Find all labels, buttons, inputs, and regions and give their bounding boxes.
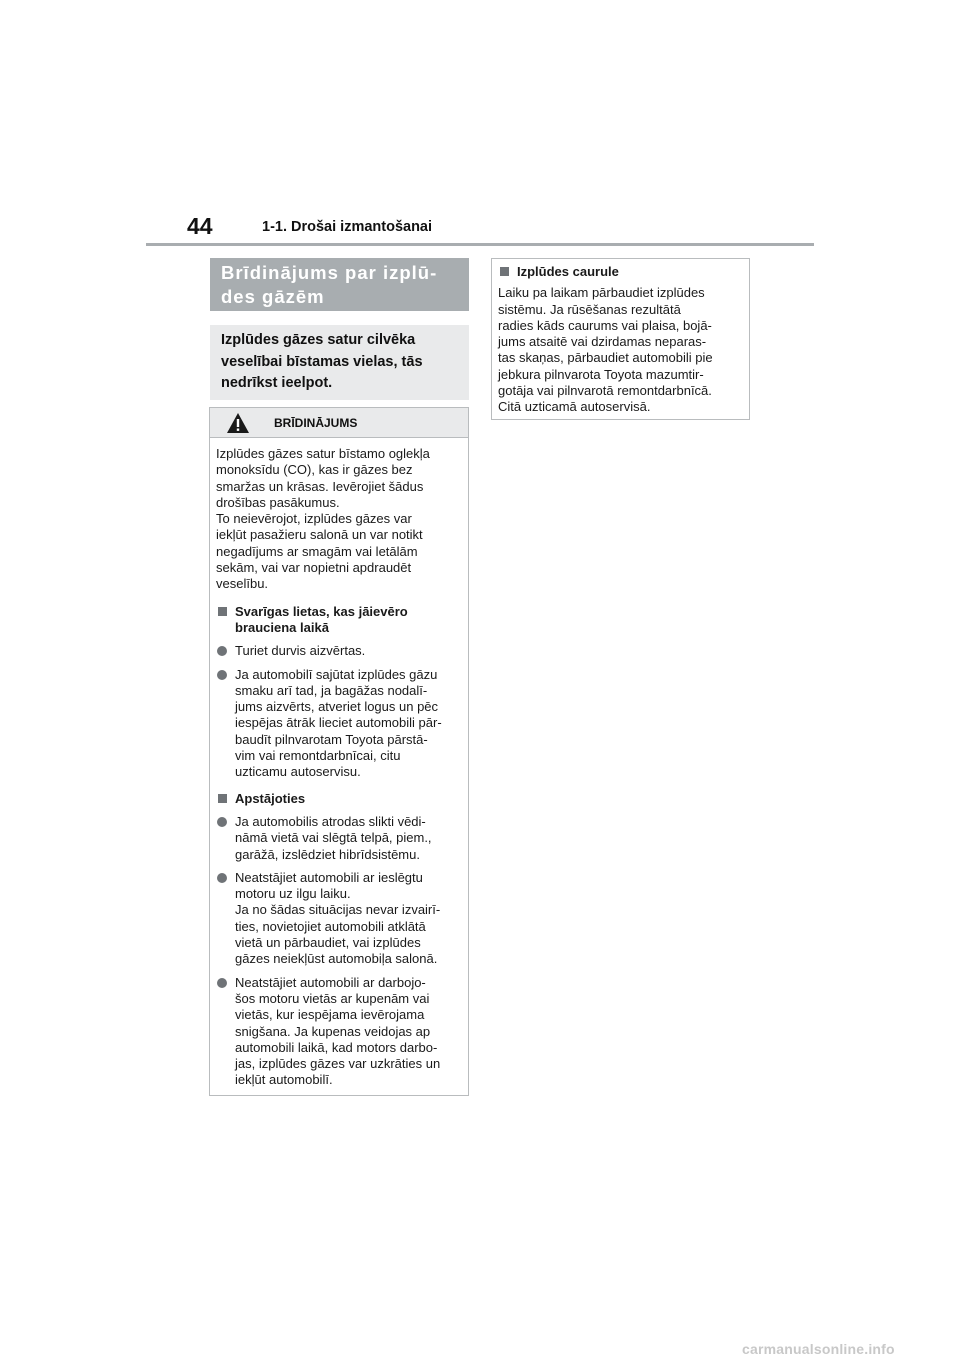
text-line: jums aizvērts, atveriet logus un pēc [235, 699, 439, 715]
text-line: Citā uzticamā autoservisā. [498, 399, 651, 415]
text-line: baudīt pilnvarotam Toyota pārstā- [235, 731, 428, 747]
warning-body [210, 438, 468, 1089]
text-line: iekļūt automobilī. [235, 1072, 333, 1088]
text-line: jebkura pilnvarota Toyota mazumtir- [498, 366, 704, 382]
text-line: Svarīgas lietas, kas jāievēro [235, 603, 408, 619]
list-item [216, 643, 462, 659]
warning-box [209, 407, 469, 1096]
header-divider [146, 243, 814, 246]
text-line: negadījums ar smagām vai letālām [216, 543, 418, 559]
text-line: šos motoru vietās ar kupenām vai [235, 990, 430, 1006]
lead-line: nedrīkst ieelpot. [221, 375, 333, 391]
square-bullet-icon [218, 794, 227, 803]
section-title: 1-1. Drošai izmantošanai [262, 219, 433, 235]
text-line: ties, novietojiet automobili atklātā [235, 918, 426, 934]
sub-heading [216, 604, 462, 637]
sub-heading [216, 791, 462, 807]
lead-line: veselībai bīstamas vielas, tās [221, 353, 423, 370]
topic-title-line: des gāzēm [221, 286, 325, 307]
square-bullet-icon [218, 607, 227, 616]
text-line: sekām, vai var nopietni apdraudēt [216, 560, 412, 576]
text-line: gāzes neiekļūst automobiļa salonā. [235, 951, 438, 967]
watermark: carmanualsonline.info [742, 1341, 895, 1357]
text-line: Ja automobilī sajūtat izplūdes gāzu [235, 666, 438, 682]
text-line: snigšana. Ja kupenas veidojas ap [235, 1023, 431, 1039]
square-bullet-icon [500, 267, 509, 276]
text-line: veselību. [216, 576, 269, 592]
text-line: automobili laikā, kad motors darbo- [235, 1039, 438, 1055]
text-line: iekļūt pasažieru salonā un var notikt [216, 527, 423, 543]
text-line: iespējas ātrāk lieciet automobili pār- [235, 715, 442, 731]
text-line: monoksīdu (CO), kas ir gāzes bez [216, 462, 413, 478]
list-item [216, 667, 462, 781]
text-line: nāmā vietā vai slēgtā telpā, piem., [235, 830, 432, 846]
text-line: Izplūdes caurule [517, 264, 619, 279]
circle-bullet-icon [217, 670, 227, 680]
text-line: To neievērojot, izplūdes gāzes var [216, 511, 412, 527]
list-item [216, 975, 462, 1089]
exhaust-pipe-text [498, 285, 743, 415]
warning-triangle-icon [226, 412, 250, 434]
text-line: Laiku pa laikam pārbaudiet izplūdes [498, 285, 705, 301]
text-line: smaku arī tad, ja bagāžas nodalī- [235, 682, 428, 698]
page-number: 44 [187, 213, 213, 239]
text-line: Ja no šādas situācijas nevar izvairī- [235, 902, 441, 918]
lead-summary [210, 325, 469, 400]
circle-bullet-icon [217, 978, 227, 988]
exhaust-pipe-box [491, 258, 750, 420]
warning-label: BRĪDINĀJUMS [274, 416, 358, 430]
text-line: Apstājoties [235, 790, 306, 806]
text-line: Neatstājiet automobili ar darbojo- [235, 974, 426, 990]
text-line: vietās, kur iespējama ievērojama [235, 1007, 425, 1023]
text-line: smaržas un krāsas. Ievērojiet šādus [216, 478, 424, 494]
text-line: tas skaņas, pārbaudiet automobili pie [498, 350, 713, 366]
text-line: Ja automobilis atrodas slikti vēdi- [235, 813, 426, 829]
circle-bullet-icon [217, 646, 227, 656]
text-line: vim vai remontdarbnīcai, citu [235, 748, 401, 764]
warning-header [210, 408, 468, 438]
list-item [216, 870, 462, 968]
text-line: Neatstājiet automobili ar ieslēgtu [235, 869, 423, 885]
text-line: radies kāds caurums vai plaisa, bojā- [498, 317, 712, 333]
text-line: motoru uz ilgu laiku. [235, 886, 351, 902]
text-line: sistēmu. Ja rūsēšanas rezultātā [498, 301, 681, 317]
text-line: Turiet durvis aizvērtas. [235, 643, 366, 659]
text-line: drošības pasākumus. [216, 494, 340, 510]
text-line: vietā un pārbaudiet, vai izplūdes [235, 935, 421, 951]
text-line: jas, izplūdes gāzes var uzkrāties un [235, 1056, 441, 1072]
lead-line: Izplūdes gāzes satur cilvēka [221, 332, 416, 348]
text-line: Izplūdes gāzes satur bīstamo oglekļa [216, 446, 430, 461]
circle-bullet-icon [217, 873, 227, 883]
topic-title [210, 258, 469, 311]
text-line: brauciena laikā [235, 619, 329, 635]
list-item [216, 814, 462, 863]
sub-heading [498, 264, 743, 280]
text-line: uzticamu autoservisu. [235, 764, 361, 780]
circle-bullet-icon [217, 817, 227, 827]
topic-title-line: Brīdinājums par izplū- [221, 262, 438, 283]
text-line: jums atsaitē vai dzirdamas neparas- [498, 334, 707, 350]
text-line: garāžā, izslēdziet hibrīdsistēmu. [235, 846, 420, 862]
text-line: gotāja vai pilnvarotā remontdarbnīcā. [498, 383, 712, 399]
warning-intro [216, 446, 462, 593]
